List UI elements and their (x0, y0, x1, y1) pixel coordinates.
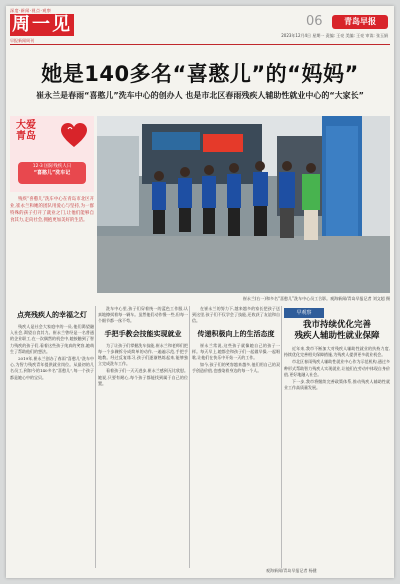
paragraph: 如今,孩子们的笑容越来越多,他们用自己的双手创造价值,也感染着身边的每一个人。 (192, 362, 280, 374)
paragraph: 近年来,我市不断加大对残疾人辅助性就业的扶持力度,持续优化完善相关保障措施,为残疾人提供更多就业机会。 (284, 346, 390, 358)
paragraph: 市北区春雨残疾人辅助性就业中心作为示范机构,通过多种形式帮助智力残疾人实现就业,让他们在劳动中体现自身价值,更好地融入社会。 (284, 359, 390, 377)
section-heading-2: 手把手教会技能实现就业 (104, 329, 182, 338)
column-4 (284, 306, 390, 574)
promo-badge-line2: “喜憨儿”洗车记 (33, 170, 71, 176)
commentary-label: 早观察 (284, 308, 324, 318)
paragraph: 残疾人是社会大家庭中的一员,他们渴望融入社会,渴望自食其力。崔永兰曾经是一名普通的企业职工,在一次偶然的机会中,她接触到了智力残疾的孩子们,看着这些孩子纯真的笑容,她萌生了帮助他们的想法。 (10, 324, 94, 354)
heart-icon (60, 122, 88, 150)
promo-title-line1: 大爱 (16, 120, 36, 131)
page-number: 06 (306, 14, 323, 29)
paragraph: 在崔永兰的努力下,越来越多的家长把孩子送到这里,孩子们不仅学会了技能,还收获了友谊和自信。 (192, 306, 280, 324)
article-headline: 她是140多名“喜憨儿”的“妈妈” (41, 62, 359, 86)
lead-paragraph: 残疾“喜憨儿”洗车中心在青岛市北区开业,崔永兰和她的团队用爱心与坚持,为一群特殊的孩子打开了就业之门,让他们能够自食其力,走向社会,拥抱更加美好的生活。 (10, 197, 94, 223)
paragraph: 2019年,崔永兰创办了春雨“喜憨儿”洗车中心,为智力残疾青年提供就业岗位。从最初的几名员工,到如今的140多名“喜憨儿”,每一个孩子都是她心中的宝贝。 (10, 356, 94, 380)
photo-caption: 崔永兰(右一)和多名“喜憨儿”洗车中心员工合影。观海新闻/青岛早报记者 刘文超 摄 (242, 296, 390, 301)
column-divider (281, 306, 282, 568)
paragraph: 下一步,我市将继续完善政策体系,推动残疾人辅助性就业工作高质量发展。 (284, 379, 390, 391)
issue-meta: 2023年12月4日 星期一 责编: 王亮 美编: 王亮 审读: 张玉娟 (281, 33, 388, 38)
paragraph: 为了让孩子们掌握洗车技能,崔永兰和老师们把每一个步骤拆分成简单的动作,一遍遍示范,手把手地教。经过反复练习,孩子们逐渐熟练起来,能够独立完成洗车工作。 (98, 342, 188, 367)
paragraph: 看着孩子们一天天进步,崔永兰感到无比欣慰。她说,只要有耐心,每个孩子都能找到属于自己的位置。 (98, 368, 188, 386)
column-1 (10, 306, 94, 574)
promo-badge (18, 162, 86, 184)
masthead (6, 6, 394, 46)
commentary-title-line1: 我市持续优化完善 (302, 320, 371, 330)
masthead-tagline: 深度·新闻·视点·观察 (10, 8, 52, 13)
masthead-subtitle: 早报新闻周刊 (10, 38, 34, 43)
byline: 观海新闻/青岛早报记者 杨健 (266, 568, 317, 573)
promo-box (10, 116, 94, 192)
commentary-title-line2: 残疾人辅助性就业保障 (294, 331, 380, 341)
masthead-title: 周一见 (12, 14, 72, 35)
group-photo (97, 116, 390, 293)
column-divider (189, 306, 190, 568)
commentary-title (284, 320, 390, 342)
promo-badge-line1: 12·3 国际残疾人日 (32, 164, 72, 169)
paragraph: 洗车中心里,孩子们穿着统一的蓝色工作服,认真地擦拭着每一辆车。虽然他们动作慢一些,但每一个细节都一丝不苟。 (98, 306, 188, 324)
promo-title-line2: 青岛 (16, 131, 36, 142)
paper-logo: 青岛早报 (332, 15, 388, 29)
masthead-rule (10, 44, 390, 45)
section-heading-3: 传递积极向上的生活态度 (197, 329, 275, 338)
paragraph: 崔永兰常说,这些孩子就像她自己的孩子一样。每天早上,她都会和孩子们一起做早操,一起唱歌,让他们在快乐中开始一天的工作。 (192, 342, 280, 361)
column-divider (95, 306, 96, 568)
newspaper-page (6, 6, 394, 578)
column-3 (192, 306, 280, 574)
column-2 (98, 306, 188, 574)
article-subhead: 崔永兰是春雨“喜憨儿”洗车中心的创办人 也是市北区春雨残疾人辅助性就业中心的“大家长” (36, 91, 364, 100)
lead-column (10, 196, 94, 292)
section-heading-1: 点亮残疾人的幸福之灯 (17, 311, 87, 319)
